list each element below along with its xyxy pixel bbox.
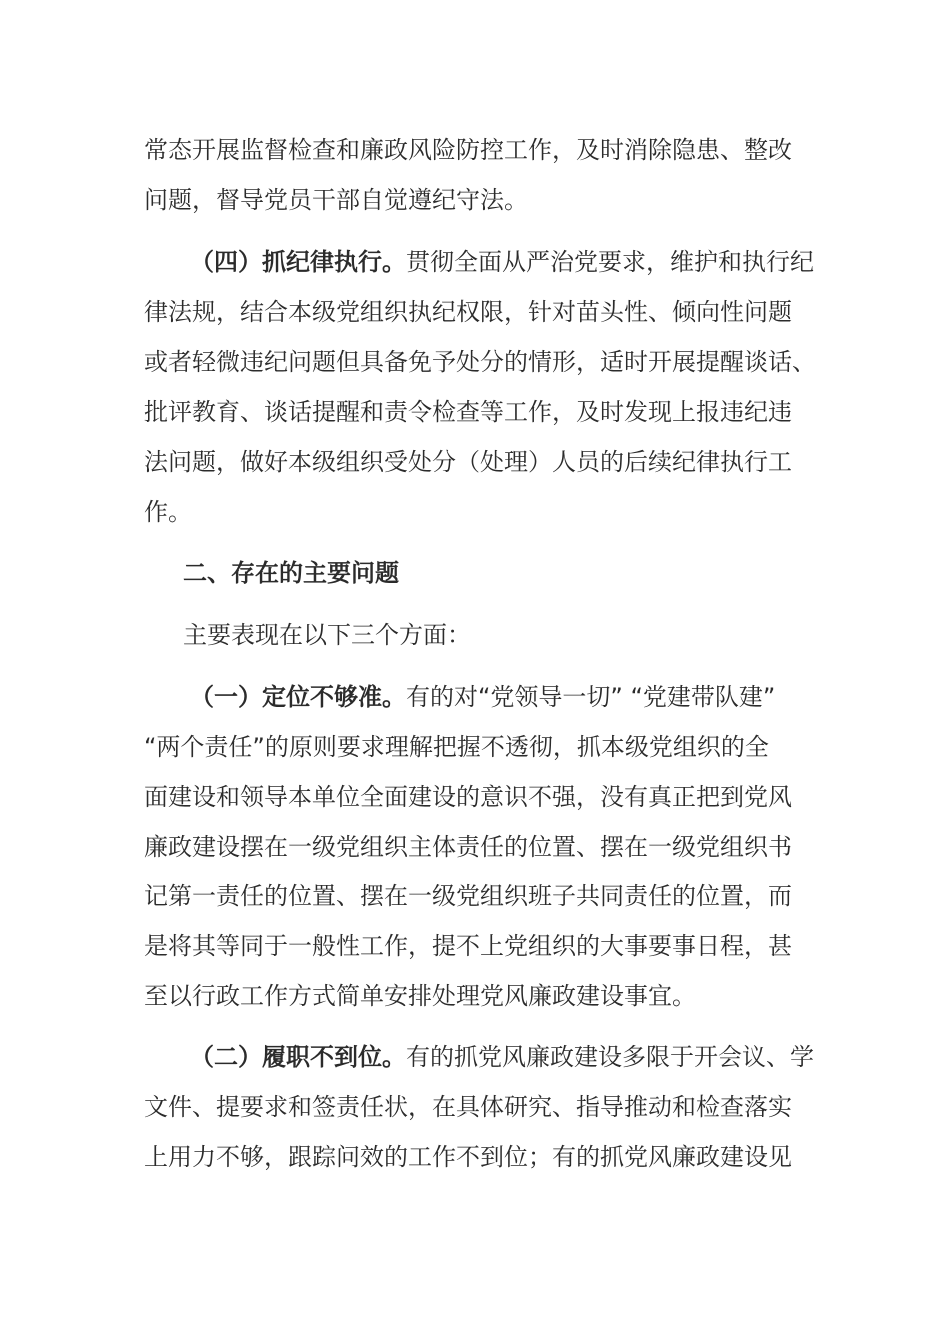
body-line: 至以行政工作方式简单安排处理党风廉政建设事宜。: [144, 982, 696, 1010]
body-line: 或者轻微违纪问题但具备免予处分的情形，适时开展提醒谈话、: [144, 348, 816, 376]
body-line: 批评教育、谈话提醒和责令检查等工作，及时发现上报违纪违: [144, 398, 792, 426]
intro-line: 主要表现在以下三个方面：: [183, 621, 471, 649]
chapter-heading: 二、存在的主要问题: [183, 559, 399, 587]
body-line: 常态开展监督检查和廉政风险防控工作，及时消除隐患、整改: [144, 136, 792, 164]
body-text: 有的对“党领导一切” “党建带队建”: [406, 683, 776, 711]
paragraph-first-line: [190, 1041, 814, 1073]
body-line: 记第一责任的位置、摆在一级党组织班子共同责任的位置，而: [144, 882, 792, 910]
body-line: 文件、提要求和签责任状，在具体研究、指导推动和检查落实: [144, 1093, 792, 1121]
body-line: 律法规，结合本级党组织执纪权限，针对苗头性、倾向性问题: [144, 298, 792, 326]
section-heading: （二）履职不到位。: [190, 1043, 406, 1071]
body-line: 面建设和领导本单位全面建设的意识不强，没有真正把到党风: [144, 783, 792, 811]
body-line: 廉政建设摆在一级党组织主体责任的位置、摆在一级党组织书: [144, 833, 792, 861]
body-line: 作。: [144, 498, 192, 526]
body-line: “两个责任”的原则要求理解把握不透彻，抓本级党组织的全: [144, 733, 769, 761]
body-line: 问题，督导党员干部自觉遵纪守法。: [144, 186, 528, 214]
body-text: 有的抓党风廉政建设多限于开会议、学: [406, 1043, 814, 1071]
paragraph-first-line: [190, 246, 814, 278]
body-text: 贯彻全面从严治党要求，维护和执行纪: [406, 248, 814, 276]
paragraph-first-line: [190, 681, 775, 713]
body-line: 是将其等同于一般性工作，提不上党组织的大事要事日程，甚: [144, 932, 792, 960]
body-line: 法问题，做好本级组织受处分（处理）人员的后续纪律执行工: [144, 448, 792, 476]
body-line: 上用力不够，跟踪问效的工作不到位；有的抓党风廉政建设见: [144, 1143, 792, 1171]
section-heading: （一）定位不够准。: [190, 683, 406, 711]
section-heading: （四）抓纪律执行。: [190, 248, 406, 276]
